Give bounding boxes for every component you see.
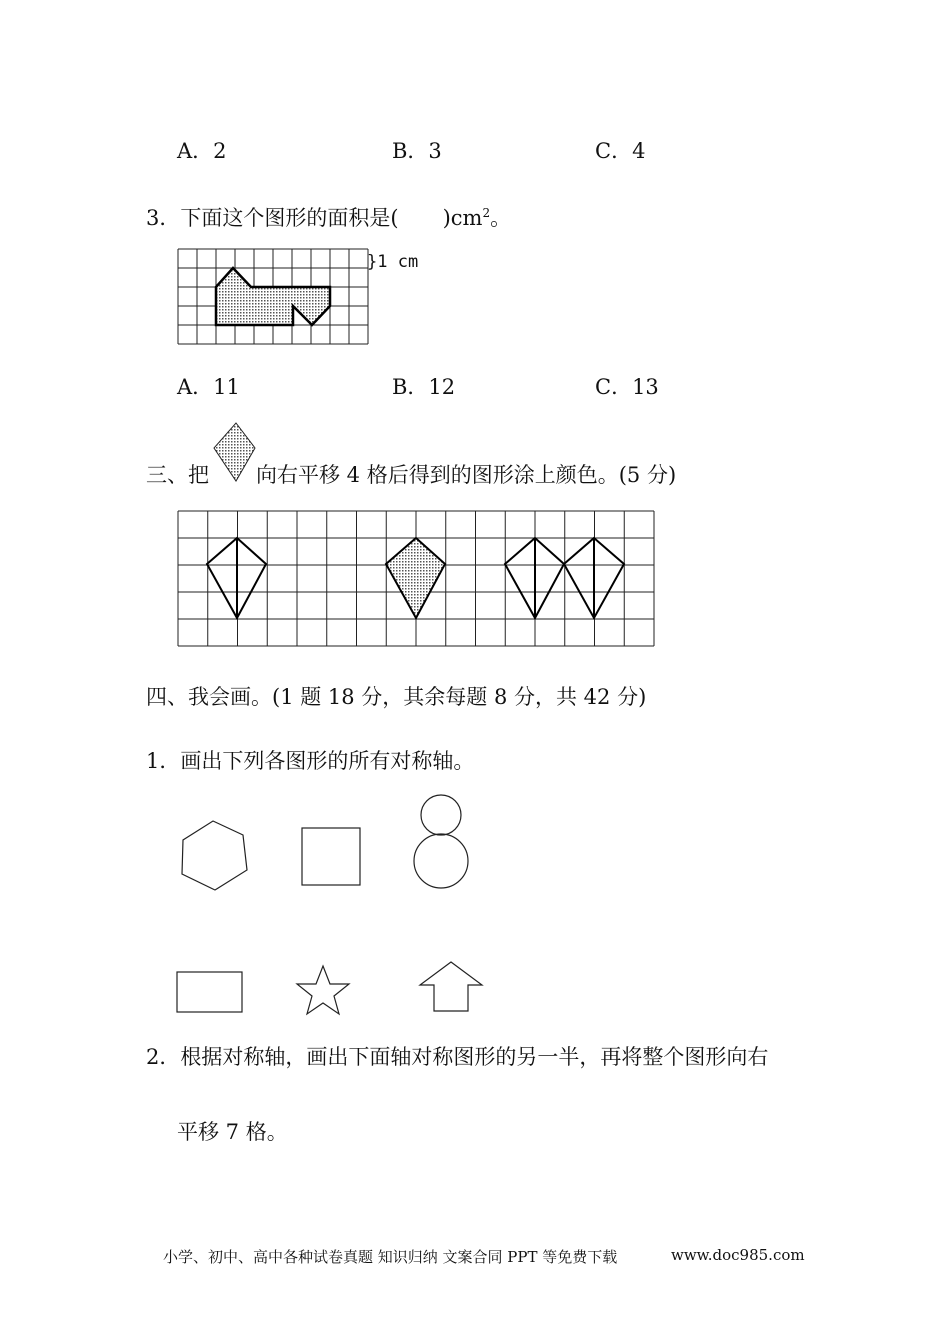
q3-unit-label: }1 cm bbox=[367, 252, 419, 272]
q3-stem-sup: 2 bbox=[482, 206, 491, 220]
section4-heading: 四、我会画。(1 题 18 分，其余每题 8 分，共 42 分) bbox=[146, 685, 647, 709]
arrow-shape bbox=[420, 962, 482, 1011]
small-circle-shape bbox=[421, 795, 461, 835]
large-circle-shape bbox=[414, 834, 468, 888]
rectangle-shape bbox=[177, 972, 242, 1012]
section3-suffix: 向右平移 4 格后得到的图形涂上颜色。(5 分) bbox=[256, 463, 677, 487]
section4-q2-line2: 平移 7 格。 bbox=[177, 1120, 288, 1144]
q2-option-c: C．4 bbox=[595, 139, 646, 163]
q3-option-c: C．13 bbox=[595, 375, 659, 399]
q3-stem-suffix: )cm bbox=[442, 206, 483, 230]
footer-text: 小学、初中、高中各种试卷真题 知识归纳 文案合同 PPT 等免费下载 bbox=[163, 1248, 618, 1266]
q3-option-a: A．11 bbox=[177, 375, 240, 399]
q3-option-b: B．12 bbox=[392, 375, 456, 399]
q2-option-b: B．3 bbox=[392, 139, 442, 163]
q3-stem-end: 。 bbox=[490, 206, 512, 230]
section4-q2-line1: 2．根据对称轴，画出下面轴对称图形的另一半，再将整个图形向右 bbox=[146, 1045, 769, 1069]
q3-stem-prefix: 3．下面这个图形的面积是( bbox=[146, 206, 399, 230]
q2-option-a: A．2 bbox=[177, 139, 227, 163]
hexagon-shape bbox=[182, 821, 247, 890]
section3-prefix: 三、把 bbox=[146, 463, 209, 487]
star-shape bbox=[297, 966, 349, 1014]
section4-q1: 1．画出下列各图形的所有对称轴。 bbox=[146, 749, 475, 773]
square-shape bbox=[302, 828, 360, 885]
footer-url[interactable]: www.doc985.com bbox=[671, 1246, 805, 1264]
